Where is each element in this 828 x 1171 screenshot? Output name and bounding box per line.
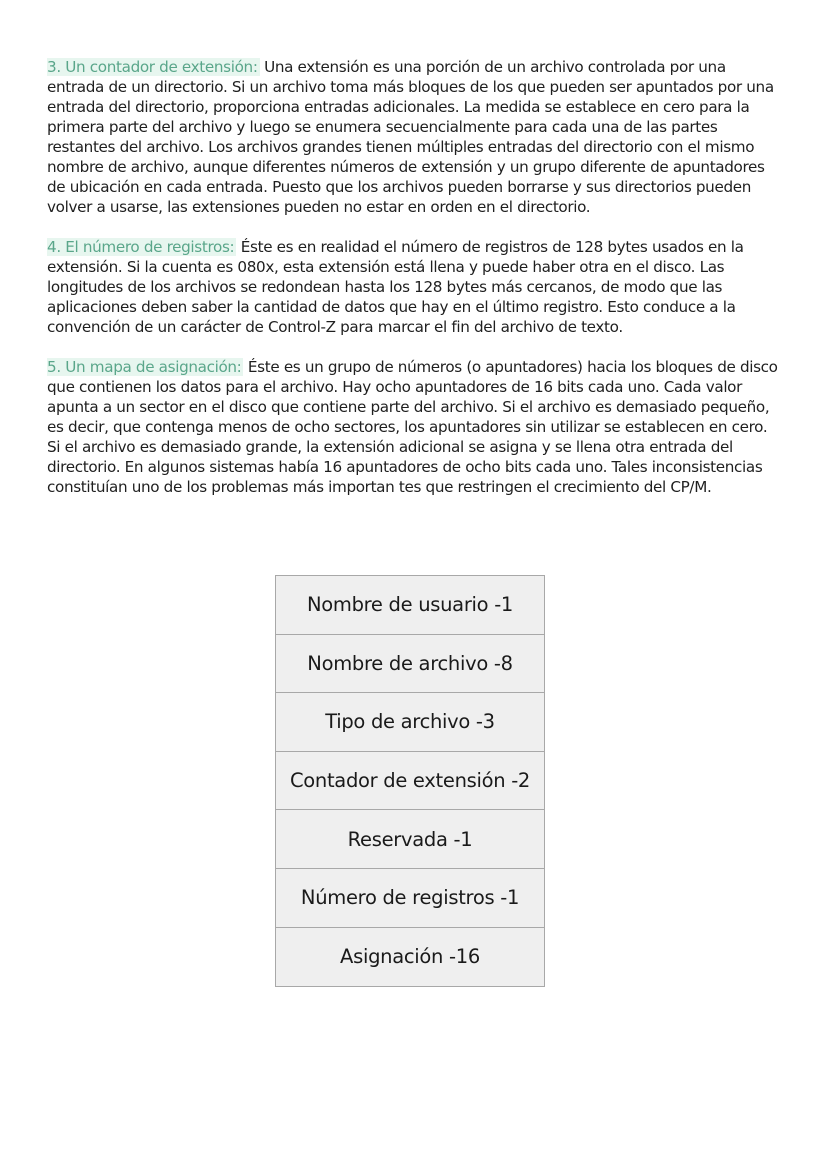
paragraph-extension-counter — [47, 57, 783, 217]
paragraph-heading: 3. Un contador de extensión: — [47, 58, 258, 76]
paragraph-text: Éste es un grupo de números (o apuntadores) hacia los bloques de disco que contienen los datos para el archivo. Hay ocho apuntadores de 16 bits cada uno. Cada valor apunta a un sector en el disco que contiene parte del archivo. Si el archivo es demasiado pequeño, es decir, que contenga menos de ocho sectores, los apuntadores sin utilizar se establecen en cero. Si el archivo es demasiado grande, la extensión adicional se asigna y se llena otra entrada del directorio. En algunos sistemas había 16 apuntadores de ocho bits cada uno. Tales inconsistencias constituían uno de los problemas más importan tes que restringen el crecimiento del CP/M. — [47, 358, 778, 496]
table-row-allocation: Asignación -16 — [276, 928, 544, 987]
directory-entry-table — [275, 575, 545, 987]
paragraph-text: Una extensión es una porción de un archivo controlada por una entrada de un directorio. Si un archivo toma más bloques de los que pueden ser apuntados por una entrada del directorio, proporciona entradas adicionales. La medida se establece en cero para la primera parte del archivo y luego se enumera secuencialmente para cada una de las partes restantes del archivo. Los archivos grandes tienen múltiples entradas del directorio con el mismo nombre de archivo, aunque diferentes números de extensión y un grupo diferente de apuntadores de ubicación en cada entrada. Puesto que los archivos pueden borrarse y sus directorios pueden volver a usarse, las extensiones pueden no estar en orden en el directorio. — [47, 58, 774, 216]
paragraph-text: Éste es en realidad el número de registros de 128 bytes usados en la extensión. Si la cuenta es 080x, esta extensión está llena y puede haber otra en el disco. Las longitudes de los archivos se redondean hasta los 128 bytes más cercanos, de modo que las aplicaciones deben saber la cantidad de datos que hay en el último registro. Esto conduce a la convención de un carácter de Control-Z para marcar el fin del archivo de texto. — [47, 238, 744, 336]
table-row-reserved: Reservada -1 — [276, 810, 544, 869]
table-row-file-type: Tipo de archivo -3 — [276, 693, 544, 752]
paragraph-heading: 4. El número de registros: — [47, 238, 235, 256]
paragraph-allocation-map — [47, 357, 783, 497]
paragraph-heading: 5. Un mapa de asignación: — [47, 358, 242, 376]
document-body — [47, 57, 783, 517]
table-row-user-name: Nombre de usuario -1 — [276, 576, 544, 635]
paragraph-record-count — [47, 237, 783, 337]
table-row-file-name: Nombre de archivo -8 — [276, 635, 544, 694]
table-row-record-count: Número de registros -1 — [276, 869, 544, 928]
table-row-extension-counter: Contador de extensión -2 — [276, 752, 544, 811]
